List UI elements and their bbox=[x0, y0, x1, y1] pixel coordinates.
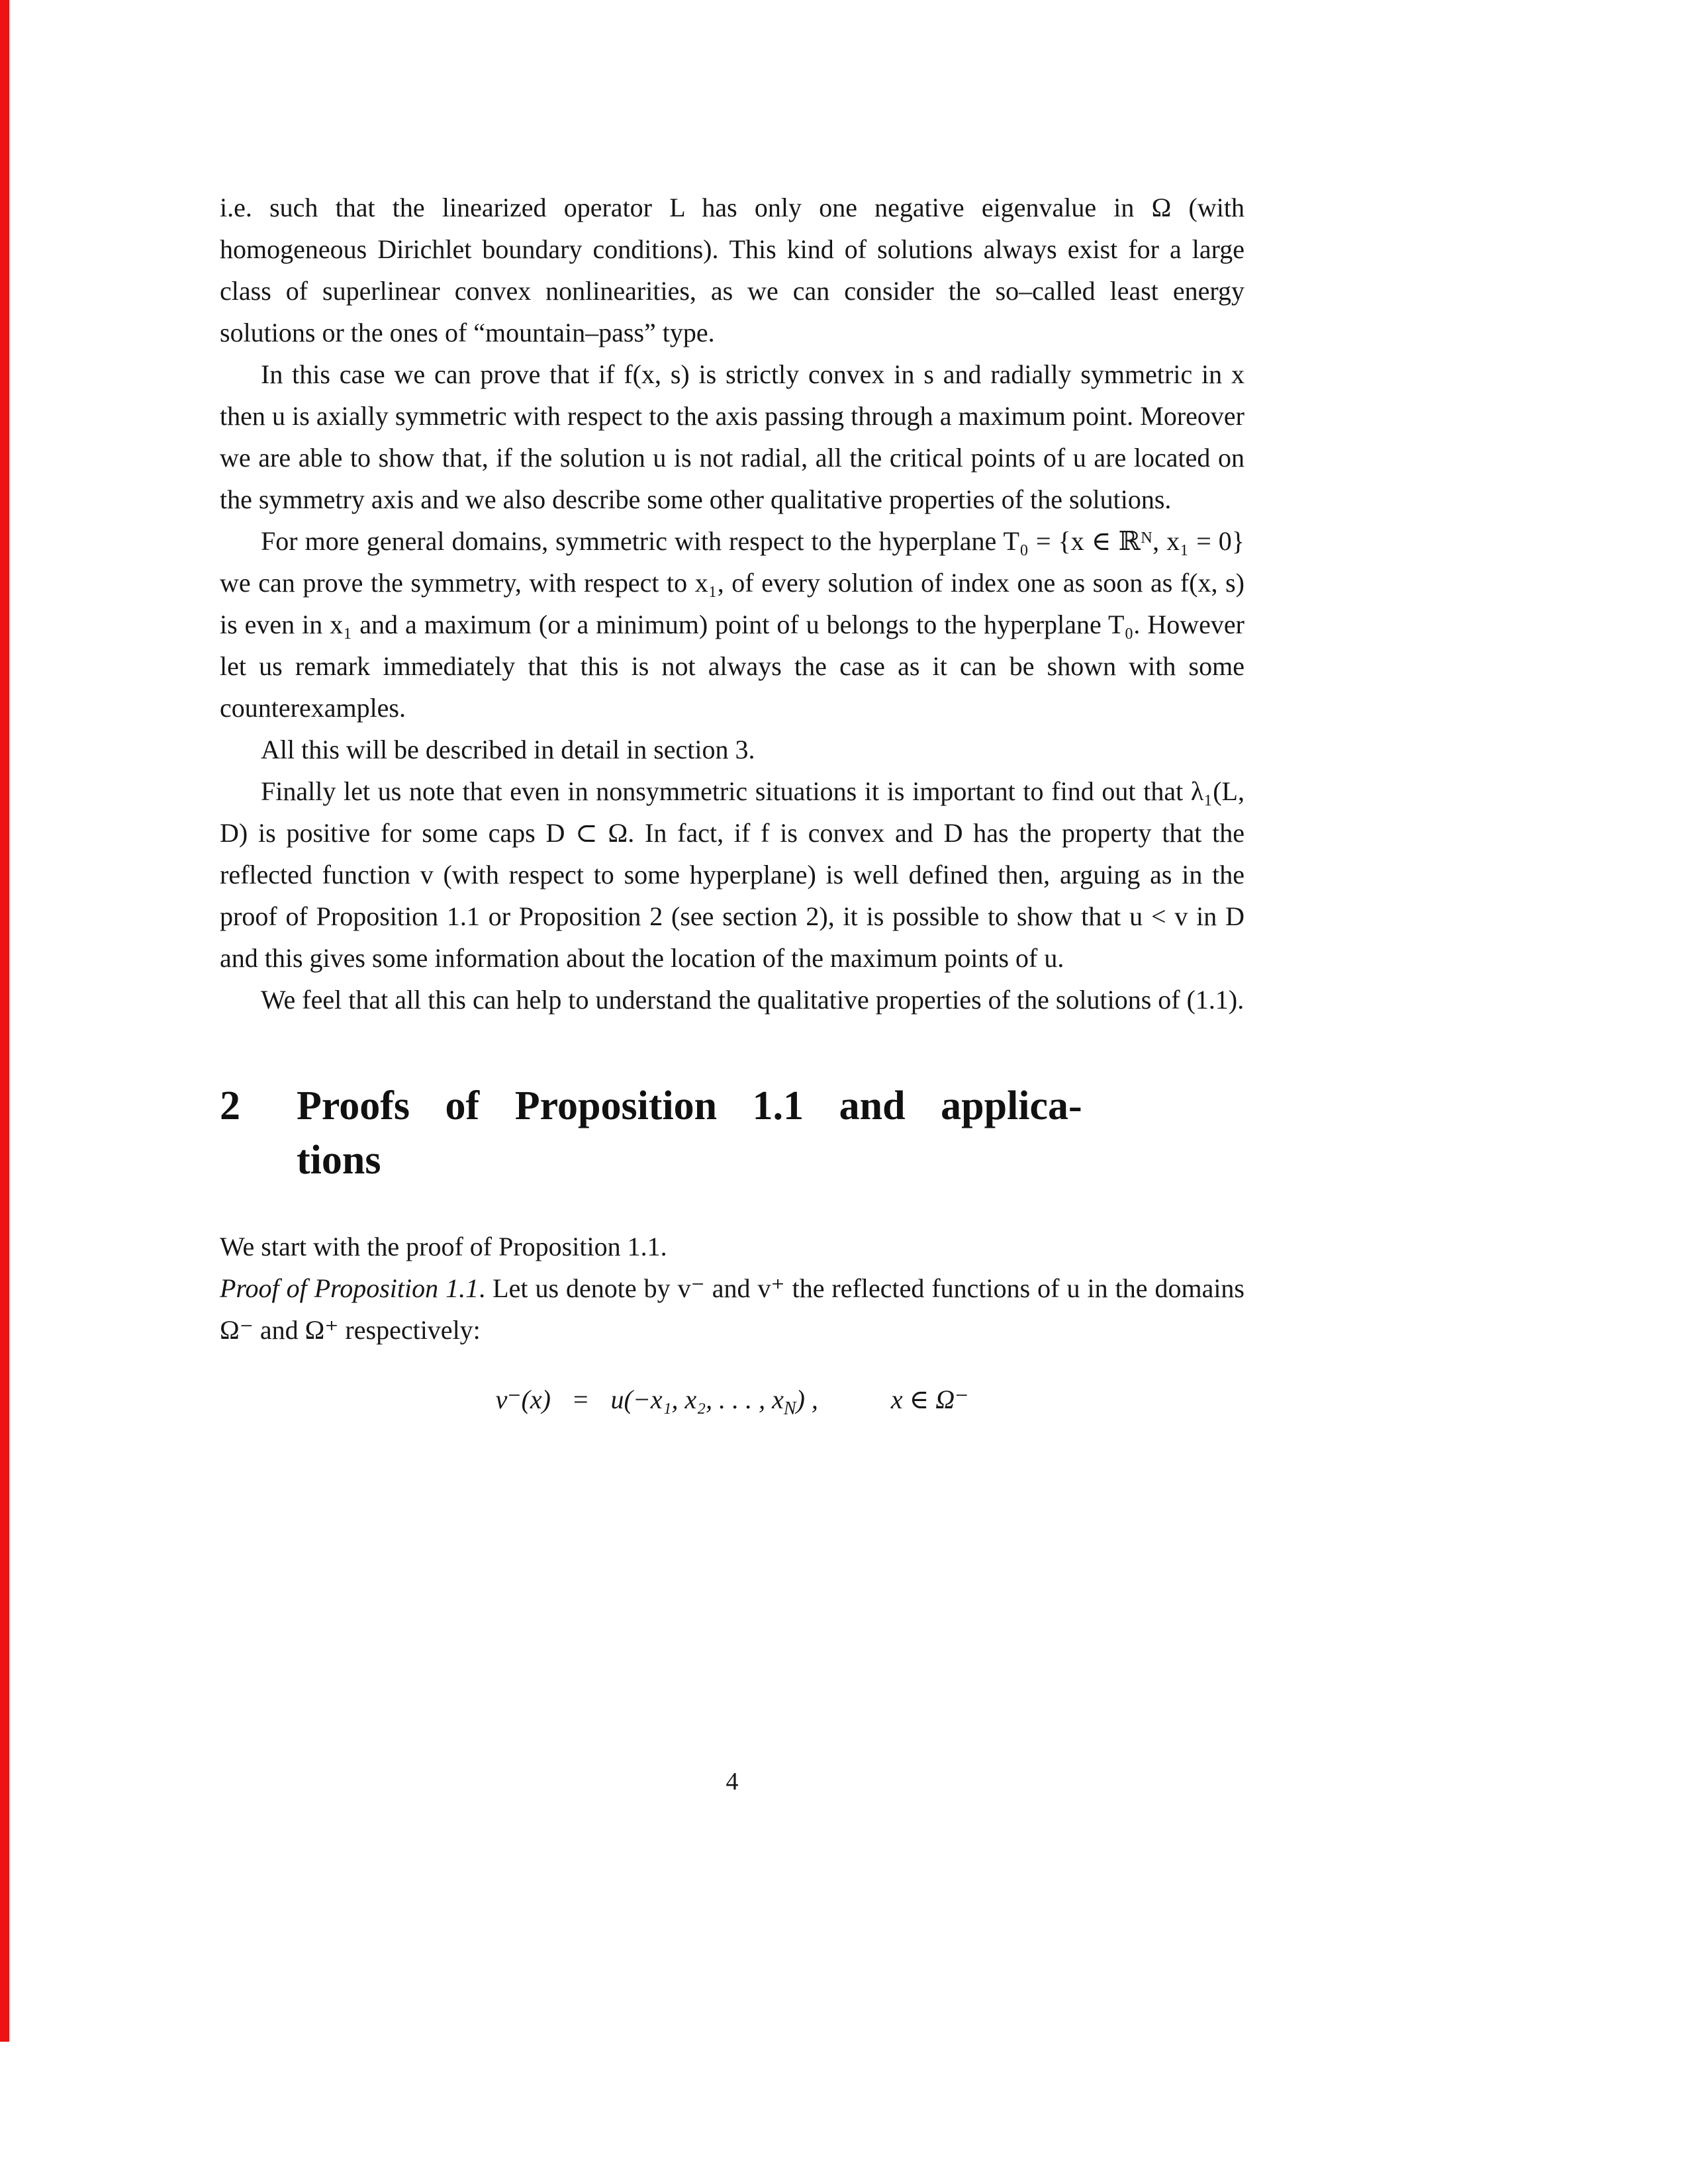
equation-lhs: v⁻(x) bbox=[495, 1385, 551, 1414]
proof-lead: Proof of Proposition 1.1 bbox=[220, 1273, 479, 1303]
paragraph: Finally let us note that even in nonsymmetric situations it is important to find out that λ₁(L, D) is positive for some caps D ⊂ Ω. In fact, if f is convex and D has the property that the reflected function v (with respect to some hyperplane) is well defined then, arguing as in the proof of Proposition 1.1 or Proposition 2 (see section 2), it is possible to show that u < v in D and this gives some information about the location of the maximum points of u. bbox=[220, 776, 1244, 973]
red-margin-bar bbox=[0, 0, 9, 2042]
paragraph: For more general domains, symmetric with respect to the hyperplane T₀ = {x ∈ ℝᴺ, x₁ = 0} we can prove the symmetry, with respect to x₁, of every solution of index one as soon as f(x, s) is even in x₁ and a maximum (or a minimum) point of u belongs to the hyperplane T₀. However let us remark immediately that this is not always the case as it can be shown with some counterexamples. bbox=[220, 526, 1244, 723]
equation-reflected-function bbox=[220, 1379, 1244, 1430]
section-title-line1: Proofs of Proposition 1.1 and applica- bbox=[297, 1083, 1082, 1128]
equation-rhs bbox=[611, 1379, 818, 1430]
paragraph-continuation: i.e. such that the linearized operator L has only one negative eigenvalue in Ω (with homogeneous Dirichlet boundary conditions). This kind of solutions always exist for a large class of superlinear convex nonlinearities, as we can consider the so–called least energy solutions or the ones of “mountain–pass” type. bbox=[220, 193, 1244, 347]
equation-condition: x ∈ Ω⁻ bbox=[890, 1385, 969, 1414]
equation-rhs-tail: ) , bbox=[796, 1385, 818, 1414]
page-number: 4 bbox=[726, 1768, 739, 1796]
text-column bbox=[220, 187, 1244, 1430]
equation-rhs-head: u(−x₁, x₂, . . . , x bbox=[610, 1385, 784, 1414]
section-heading bbox=[220, 1079, 1244, 1187]
section-title-line2: tions bbox=[297, 1138, 381, 1183]
proof-rest: . Let us denote by v⁻ and v⁺ the reflected functions of u in the domains Ω⁻ and Ω⁺ respectively: bbox=[220, 1273, 1244, 1345]
section-intro: We start with the proof of Proposition 1.1. bbox=[220, 1232, 667, 1261]
equation-rhs-subscript: N bbox=[783, 1398, 796, 1419]
paragraph: We feel that all this can help to understand the qualitative properties of the solutions of (1.1). bbox=[261, 985, 1244, 1015]
paragraph: All this will be described in detail in section 3. bbox=[261, 735, 755, 764]
section-number: 2 bbox=[220, 1083, 240, 1128]
section-title bbox=[297, 1079, 1244, 1187]
proof-paragraph bbox=[220, 1267, 1244, 1351]
equation-relation: = bbox=[573, 1385, 588, 1414]
paragraph: In this case we can prove that if f(x, s) is strictly convex in s and radially symmetric in x then u is axially symmetric with respect to the axis passing through a maximum point. Moreover we are able to show that, if the solution u is not radial, all the critical points of u are located on the symmetry axis and we also describe some other qualitative properties of the solutions. bbox=[220, 359, 1244, 514]
